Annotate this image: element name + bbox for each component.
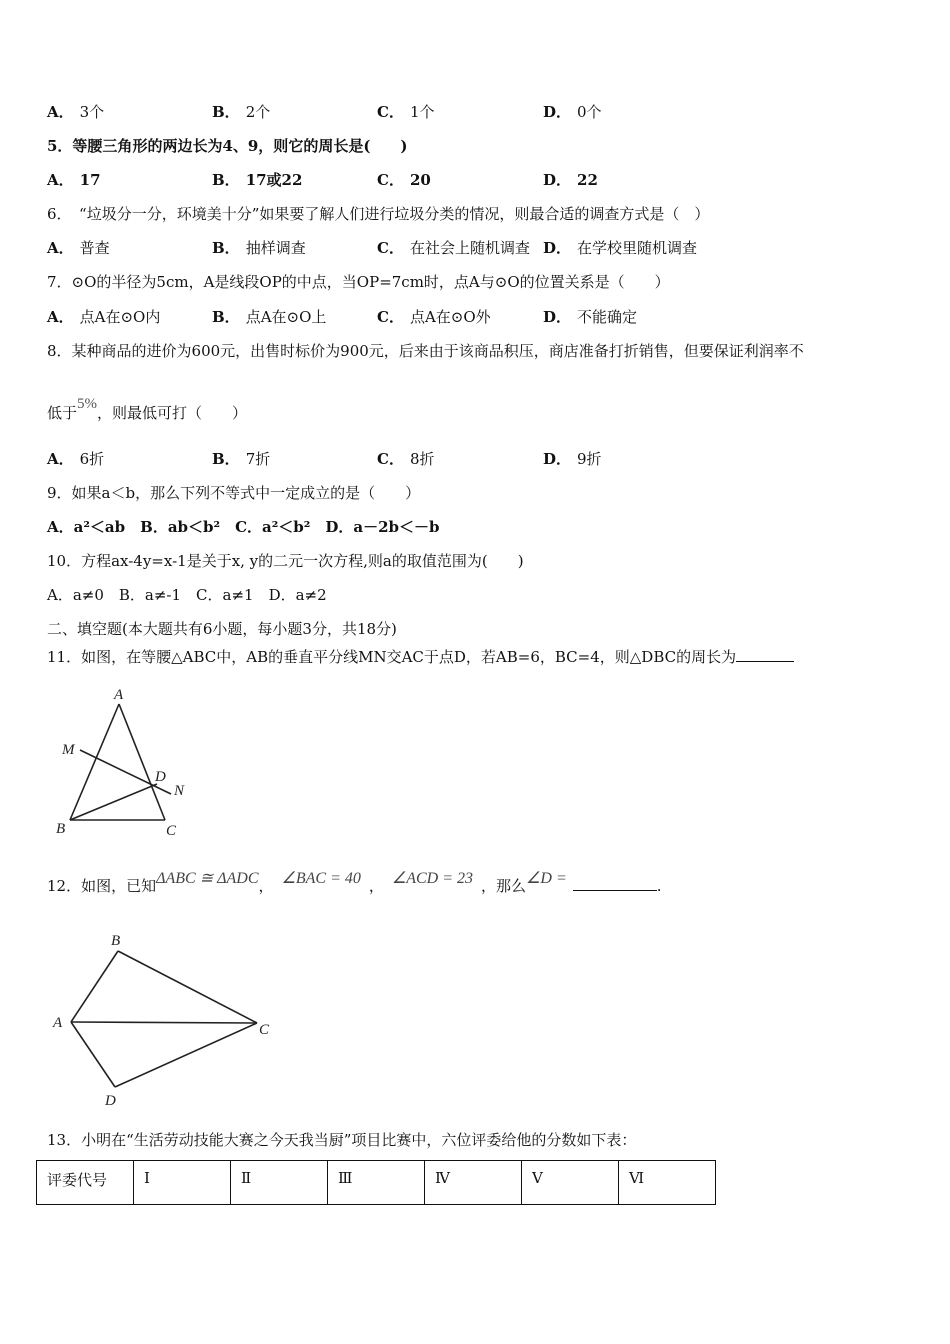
q7-option-c: C． 点A在⊙O外 (377, 308, 491, 326)
q6-option-d: D． 在学校里随机调查 (543, 239, 698, 257)
q12-stem: 12．如图，已知ΔABC ≅ ΔADC， ∠BAC = 40 ， ∠ACD = 23 ，那么∠D = . (47, 870, 662, 895)
q5-stem: 5．等腰三角形的两边长为4、9，则它的周长是( ) (47, 137, 408, 155)
q11-label-b: B (56, 821, 66, 837)
q7-option-d: D． 不能确定 (543, 308, 638, 326)
q11-stem-text: 11．如图，在等腰△ABC中，AB的垂直平分线MN交AC于点D，若AB=6，BC=4，则△DBC的周长为 (47, 648, 737, 666)
q7-option-a: A． 点A在⊙O内 (47, 308, 161, 326)
q12-angle-d: ∠D = (526, 870, 567, 887)
q13-score-table (36, 1160, 716, 1205)
q12-label-a: A (53, 1015, 63, 1031)
table-header-cell: Ⅰ (134, 1161, 231, 1205)
q8-stem-prefix: 低于 (47, 404, 78, 422)
table-header-cell: Ⅴ (522, 1161, 619, 1205)
q12-label-b: B (111, 933, 121, 949)
q10-stem: 10．方程ax-4y=x-1是关于x, y的二元一次方程,则a的取值范围为( ) (47, 552, 524, 570)
q8-option-c: C． 8折 (377, 450, 435, 468)
q11-side-ac (119, 704, 165, 820)
q6-option-c: C． 在社会上随机调查 (377, 239, 530, 257)
q8-option-b: B． 7折 (212, 450, 271, 468)
q4-option-b: B． 2个 (212, 103, 271, 121)
q11-label-n: N (174, 783, 185, 799)
q12-congruence: ΔABC ≅ ΔADC (156, 870, 259, 887)
q5-option-b: B． 17或22 (212, 171, 303, 189)
q12-side-ac (71, 1022, 257, 1023)
q12-angle-bac: ∠BAC = 40 (281, 870, 361, 887)
q4-option-a: A． 3个 (47, 103, 105, 121)
q12-label-c: C (259, 1022, 270, 1038)
q7-option-b: B． 点A在⊙O上 (212, 308, 327, 326)
q5-option-a: A． 17 (47, 171, 101, 189)
q12-side-ab (71, 951, 118, 1022)
q12-answer-blank[interactable] (573, 874, 657, 891)
table-header-cell: Ⅲ (328, 1161, 425, 1205)
q4-option-d: D． 0个 (543, 103, 602, 121)
q8-stem-line2 (47, 396, 248, 424)
q12-side-dc (115, 1023, 257, 1087)
q11-stem (47, 645, 794, 667)
q8-stem-suffix: ，则最低可打（ ） (97, 404, 248, 422)
q11-label-d: D (155, 769, 166, 785)
q11-answer-blank[interactable] (736, 645, 794, 662)
q11-label-m: M (62, 742, 75, 758)
table-header-cell: Ⅱ (231, 1161, 328, 1205)
q8-percent-math: 5% (77, 396, 98, 412)
q11-label-a: A (114, 687, 124, 703)
q8-option-a: A． 6折 (47, 450, 105, 468)
q12-figure (45, 925, 285, 1115)
q5-option-d: D． 22 (543, 171, 598, 189)
table-header-cell: 评委代号 (37, 1161, 134, 1205)
q12-side-bc (118, 951, 257, 1023)
q7-stem: 7．⊙O的半径为5cm，A是线段OP的中点，当OP=7cm时，点A与⊙O的位置关系是（ ） (47, 273, 670, 291)
q8-option-d: D． 9折 (543, 450, 602, 468)
q4-option-c: C． 1个 (377, 103, 435, 121)
q6-option-a: A． 普查 (47, 239, 110, 257)
q8-stem-line1: 8．某种商品的进价为600元，出售时标价为900元，后来由于该商品积压，商店准备打折销售，但要保证利润率不 (47, 342, 804, 360)
q12-prefix: 12．如图，已知 (47, 877, 157, 895)
section2-title: 二、填空题(本大题共有6小题，每小题3分，共18分) (47, 620, 397, 638)
q9-stem: 9．如果a＜b，那么下列不等式中一定成立的是（ ） (47, 484, 421, 502)
q5-option-c: C． 20 (377, 171, 431, 189)
table-header-cell: Ⅳ (425, 1161, 522, 1205)
table-row (37, 1161, 716, 1205)
table-header-cell: Ⅵ (619, 1161, 716, 1205)
q12-label-d: D (105, 1093, 116, 1109)
q12-angle-acd: ∠ACD = 23 (391, 870, 474, 887)
q11-label-c: C (166, 823, 177, 839)
q6-option-b: B． 抽样调查 (212, 239, 306, 257)
q13-stem: 13．小明在“生活劳动技能大赛之今天我当厨”项目比赛中，六位评委给他的分数如下表： (47, 1131, 637, 1149)
q6-stem: 6． “垃圾分一分，环境美十分”如果要了解人们进行垃圾分类的情况，则最合适的调查方式是（ ） (47, 205, 710, 223)
q11-figure (40, 680, 210, 850)
q9-options: A．a²＜ab B．ab＜b² C．a²＜b² D．a－2b＜－b (47, 518, 440, 536)
q10-options: A．a≠0 B．a≠-1 C．a≠1 D．a≠2 (47, 586, 327, 604)
q12-side-ad (71, 1022, 115, 1087)
